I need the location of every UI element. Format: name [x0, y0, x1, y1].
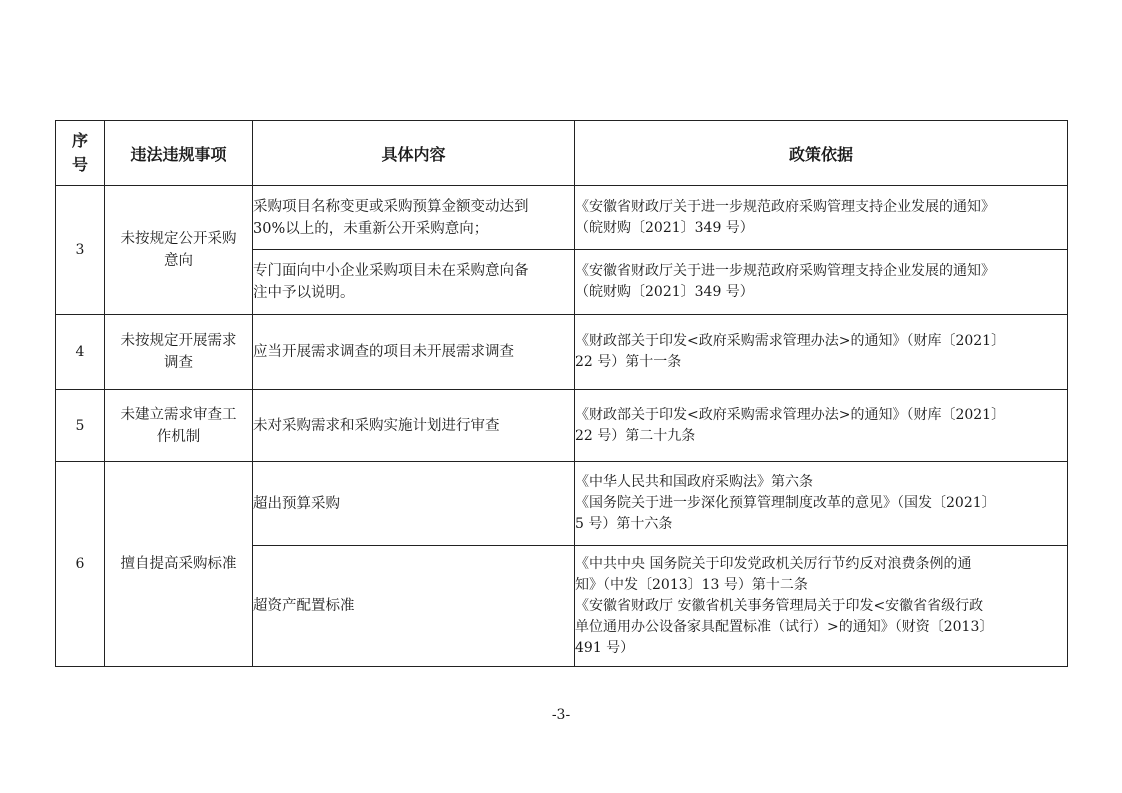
row-number: 4 — [56, 315, 105, 390]
policy-table — [55, 120, 1068, 667]
header-no-line1: 序 — [71, 131, 88, 150]
specific-content: 超出预算采购 — [253, 462, 575, 546]
violation-item: 擅自提高采购标准 — [105, 462, 253, 667]
violation-item: 未建立需求审查工 作机制 — [105, 390, 253, 462]
header-no — [56, 121, 105, 186]
specific-content: 专门面向中小企业采购项目未在采购意向备 注中予以说明。 — [253, 250, 575, 315]
policy-basis: 《中共中央 国务院关于印发党政机关厉行节约反对浪费条例的通 知》（中发〔2013〕13 号）第十二条 《安徽省财政厅 安徽省机关事务管理局关于印发<安徽省省级行政 单位通用办公设备家具配置标准（试行）>的通知》（财资〔2013〕 491 号） — [575, 546, 1068, 667]
specific-content: 未对采购需求和采购实施计划进行审查 — [253, 390, 575, 462]
specific-content: 采购项目名称变更或采购预算金额变动达到 30%以上的，未重新公开采购意向； — [253, 186, 575, 250]
policy-basis: 《安徽省财政厅关于进一步规范政府采购管理支持企业发展的通知》 （皖财购〔2021〕349 号） — [575, 250, 1068, 315]
table-row — [56, 186, 1068, 250]
policy-basis: 《财政部关于印发<政府采购需求管理办法>的通知》（财库〔2021〕 22 号）第二十九条 — [575, 390, 1068, 462]
header-no-line2: 号 — [71, 155, 88, 174]
table-header-row — [56, 121, 1068, 186]
row-number: 6 — [56, 462, 105, 667]
header-content: 具体内容 — [253, 121, 575, 186]
row-number: 5 — [56, 390, 105, 462]
policy-basis: 《财政部关于印发<政府采购需求管理办法>的通知》（财库〔2021〕 22 号）第十一条 — [575, 315, 1068, 390]
violation-item: 未按规定公开采购 意向 — [105, 186, 253, 315]
page-number: -3- — [551, 707, 571, 723]
violation-item: 未按规定开展需求 调查 — [105, 315, 253, 390]
table-row — [56, 315, 1068, 390]
header-basis: 政策依据 — [575, 121, 1068, 186]
specific-content: 超资产配置标准 — [253, 546, 575, 667]
policy-basis: 《中华人民共和国政府采购法》第六条 《国务院关于进一步深化预算管理制度改革的意见》（国发〔2021〕 5 号）第十六条 — [575, 462, 1068, 546]
policy-basis: 《安徽省财政厅关于进一步规范政府采购管理支持企业发展的通知》 （皖财购〔2021〕349 号） — [575, 186, 1068, 250]
table-row — [56, 390, 1068, 462]
row-number: 3 — [56, 186, 105, 315]
specific-content: 应当开展需求调查的项目未开展需求调查 — [253, 315, 575, 390]
header-item: 违法违规事项 — [105, 121, 253, 186]
table-row — [56, 462, 1068, 546]
